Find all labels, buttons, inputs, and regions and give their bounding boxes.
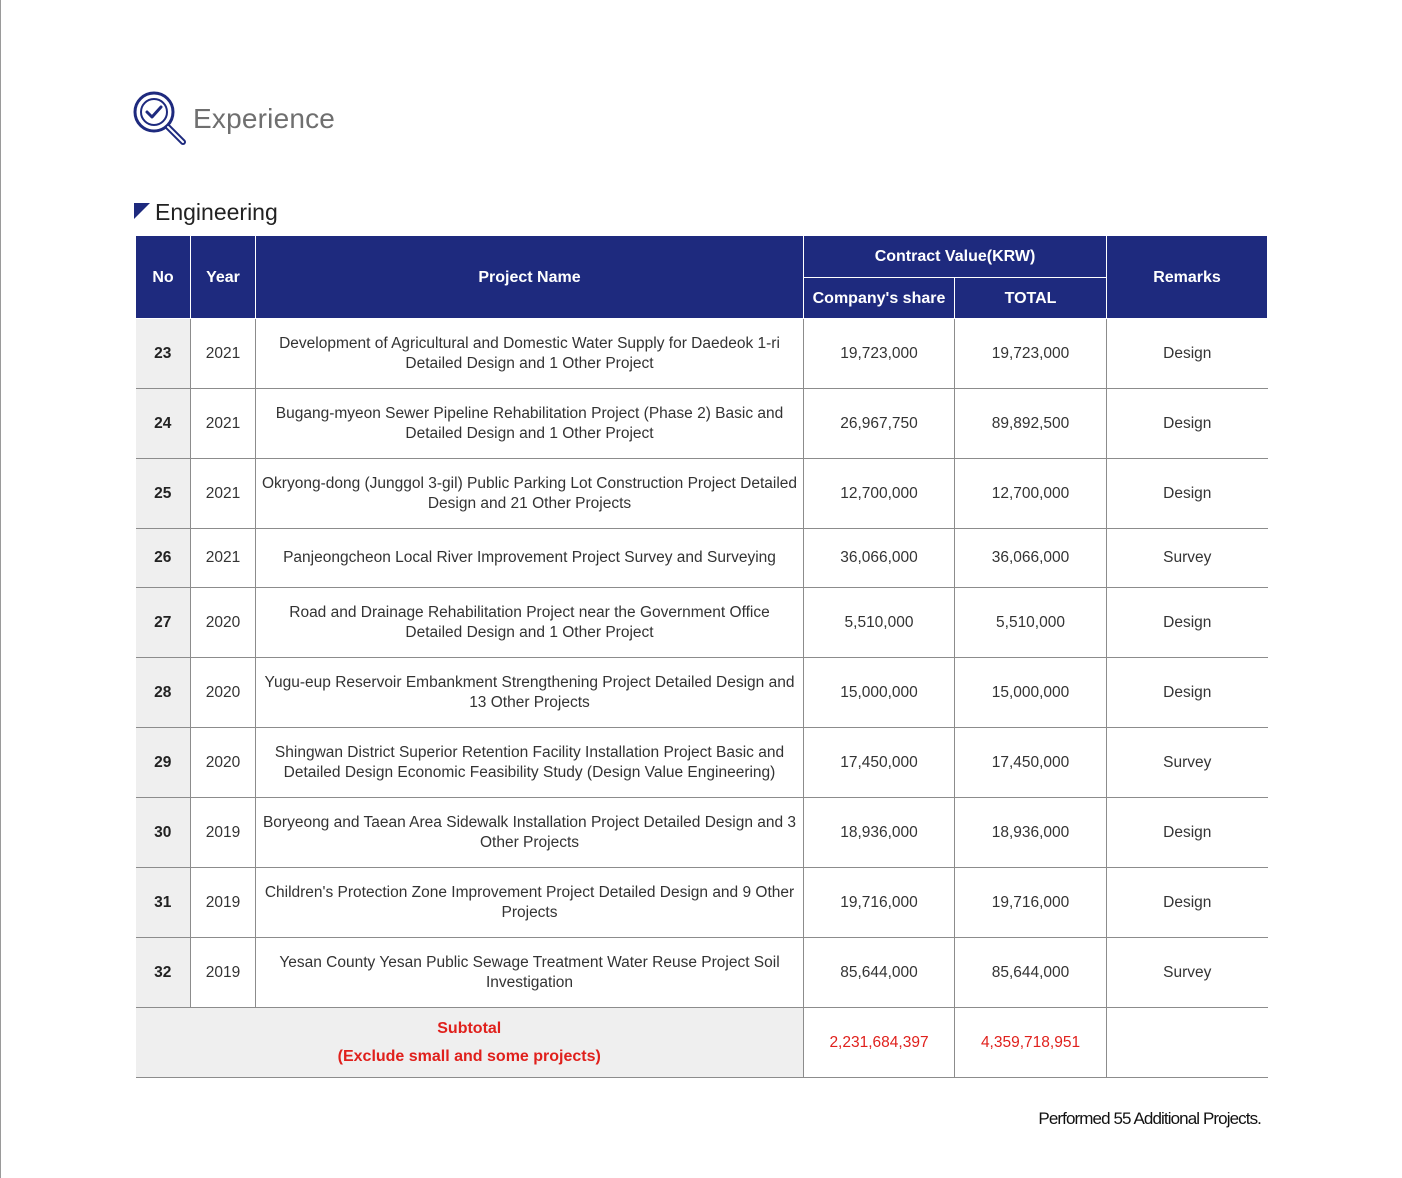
row-no: 23 bbox=[136, 319, 191, 389]
row-project-name: Road and Drainage Rehabilitation Project near the Government Office Detailed Design and 1 Other Project bbox=[256, 588, 804, 658]
subtotal-label: Subtotal bbox=[437, 1019, 502, 1037]
page-title: Experience bbox=[193, 103, 336, 134]
row-project-name: Panjeongcheon Local River Improvement Project Survey and Surveying bbox=[256, 529, 804, 588]
row-year: 2020 bbox=[191, 728, 256, 798]
row-project-name: Okryong-dong (Junggol 3-gil) Public Parking Lot Construction Project Detailed Design and 21 Other Projects bbox=[256, 459, 804, 529]
row-remarks: Survey bbox=[1107, 938, 1268, 1008]
row-year: 2021 bbox=[191, 459, 256, 529]
subtotal-company-share: 2,231,684,397 bbox=[804, 1008, 955, 1078]
row-company-share: 26,967,750 bbox=[804, 389, 955, 459]
row-no: 24 bbox=[136, 389, 191, 459]
subtotal-label-cell bbox=[136, 1008, 804, 1078]
row-year: 2019 bbox=[191, 868, 256, 938]
row-company-share: 12,700,000 bbox=[804, 459, 955, 529]
row-project-name: Development of Agricultural and Domestic Water Supply for Daedeok 1-ri Detailed Design and 1 Other Project bbox=[256, 319, 804, 389]
row-no: 26 bbox=[136, 529, 191, 588]
row-year: 2021 bbox=[191, 319, 256, 389]
section-heading bbox=[134, 199, 278, 226]
table-row bbox=[136, 938, 1268, 1008]
row-company-share: 18,936,000 bbox=[804, 798, 955, 868]
row-company-share: 19,716,000 bbox=[804, 868, 955, 938]
table-row bbox=[136, 798, 1268, 868]
row-year: 2019 bbox=[191, 938, 256, 1008]
row-total: 17,450,000 bbox=[955, 728, 1107, 798]
row-year: 2019 bbox=[191, 798, 256, 868]
row-remarks: Survey bbox=[1107, 728, 1268, 798]
row-no: 32 bbox=[136, 938, 191, 1008]
header-remarks: Remarks bbox=[1107, 236, 1268, 319]
row-year: 2021 bbox=[191, 389, 256, 459]
row-total: 85,644,000 bbox=[955, 938, 1107, 1008]
row-no: 30 bbox=[136, 798, 191, 868]
search-check-icon bbox=[133, 90, 189, 148]
header-contract-value: Contract Value(KRW) bbox=[804, 236, 1107, 278]
row-total: 89,892,500 bbox=[955, 389, 1107, 459]
row-total: 36,066,000 bbox=[955, 529, 1107, 588]
row-total: 19,723,000 bbox=[955, 319, 1107, 389]
footnote: Performed 55 Additional Projects. bbox=[1038, 1109, 1261, 1128]
row-remarks: Design bbox=[1107, 459, 1268, 529]
row-remarks: Design bbox=[1107, 588, 1268, 658]
row-year: 2021 bbox=[191, 529, 256, 588]
row-total: 19,716,000 bbox=[955, 868, 1107, 938]
table-row bbox=[136, 658, 1268, 728]
row-remarks: Design bbox=[1107, 389, 1268, 459]
header-year: Year bbox=[191, 236, 256, 319]
section-title: Engineering bbox=[155, 199, 278, 225]
row-year: 2020 bbox=[191, 588, 256, 658]
table-row bbox=[136, 529, 1268, 588]
row-remarks: Design bbox=[1107, 868, 1268, 938]
experience-table bbox=[135, 235, 1268, 1078]
subtotal-note: (Exclude small and some projects) bbox=[337, 1047, 601, 1065]
row-remarks: Survey bbox=[1107, 529, 1268, 588]
table-row bbox=[136, 319, 1268, 389]
page-header bbox=[133, 89, 335, 149]
table-row bbox=[136, 728, 1268, 798]
row-no: 28 bbox=[136, 658, 191, 728]
subtotal-row bbox=[136, 1008, 1268, 1078]
row-no: 27 bbox=[136, 588, 191, 658]
row-remarks: Design bbox=[1107, 798, 1268, 868]
row-total: 18,936,000 bbox=[955, 798, 1107, 868]
row-project-name: Boryeong and Taean Area Sidewalk Installation Project Detailed Design and 3 Other Projects bbox=[256, 798, 804, 868]
row-no: 29 bbox=[136, 728, 191, 798]
header-total: TOTAL bbox=[955, 278, 1107, 319]
row-project-name: Shingwan District Superior Retention Facility Installation Project Basic and Detailed Design Economic Feasibility Study (Design Value Engineering) bbox=[256, 728, 804, 798]
header-project-name: Project Name bbox=[256, 236, 804, 319]
row-project-name: Yesan County Yesan Public Sewage Treatment Water Reuse Project Soil Investigation bbox=[256, 938, 804, 1008]
row-year: 2020 bbox=[191, 658, 256, 728]
row-total: 12,700,000 bbox=[955, 459, 1107, 529]
subtotal-remarks bbox=[1107, 1008, 1268, 1078]
row-project-name: Children's Protection Zone Improvement Project Detailed Design and 9 Other Projects bbox=[256, 868, 804, 938]
row-no: 31 bbox=[136, 868, 191, 938]
row-company-share: 5,510,000 bbox=[804, 588, 955, 658]
row-total: 5,510,000 bbox=[955, 588, 1107, 658]
triangle-marker-icon bbox=[134, 203, 150, 219]
table-row bbox=[136, 389, 1268, 459]
row-company-share: 36,066,000 bbox=[804, 529, 955, 588]
row-total: 15,000,000 bbox=[955, 658, 1107, 728]
header-company-share: Company's share bbox=[804, 278, 955, 319]
row-company-share: 17,450,000 bbox=[804, 728, 955, 798]
table-row bbox=[136, 459, 1268, 529]
row-remarks: Design bbox=[1107, 658, 1268, 728]
page-border-line bbox=[0, 0, 1, 1178]
table-row bbox=[136, 868, 1268, 938]
row-project-name: Bugang-myeon Sewer Pipeline Rehabilitation Project (Phase 2) Basic and Detailed Design and 1 Other Project bbox=[256, 389, 804, 459]
row-project-name: Yugu-eup Reservoir Embankment Strengthening Project Detailed Design and 13 Other Projects bbox=[256, 658, 804, 728]
row-remarks: Design bbox=[1107, 319, 1268, 389]
table-row bbox=[136, 588, 1268, 658]
row-company-share: 19,723,000 bbox=[804, 319, 955, 389]
row-no: 25 bbox=[136, 459, 191, 529]
row-company-share: 15,000,000 bbox=[804, 658, 955, 728]
row-company-share: 85,644,000 bbox=[804, 938, 955, 1008]
header-no: No bbox=[136, 236, 191, 319]
subtotal-total: 4,359,718,951 bbox=[955, 1008, 1107, 1078]
